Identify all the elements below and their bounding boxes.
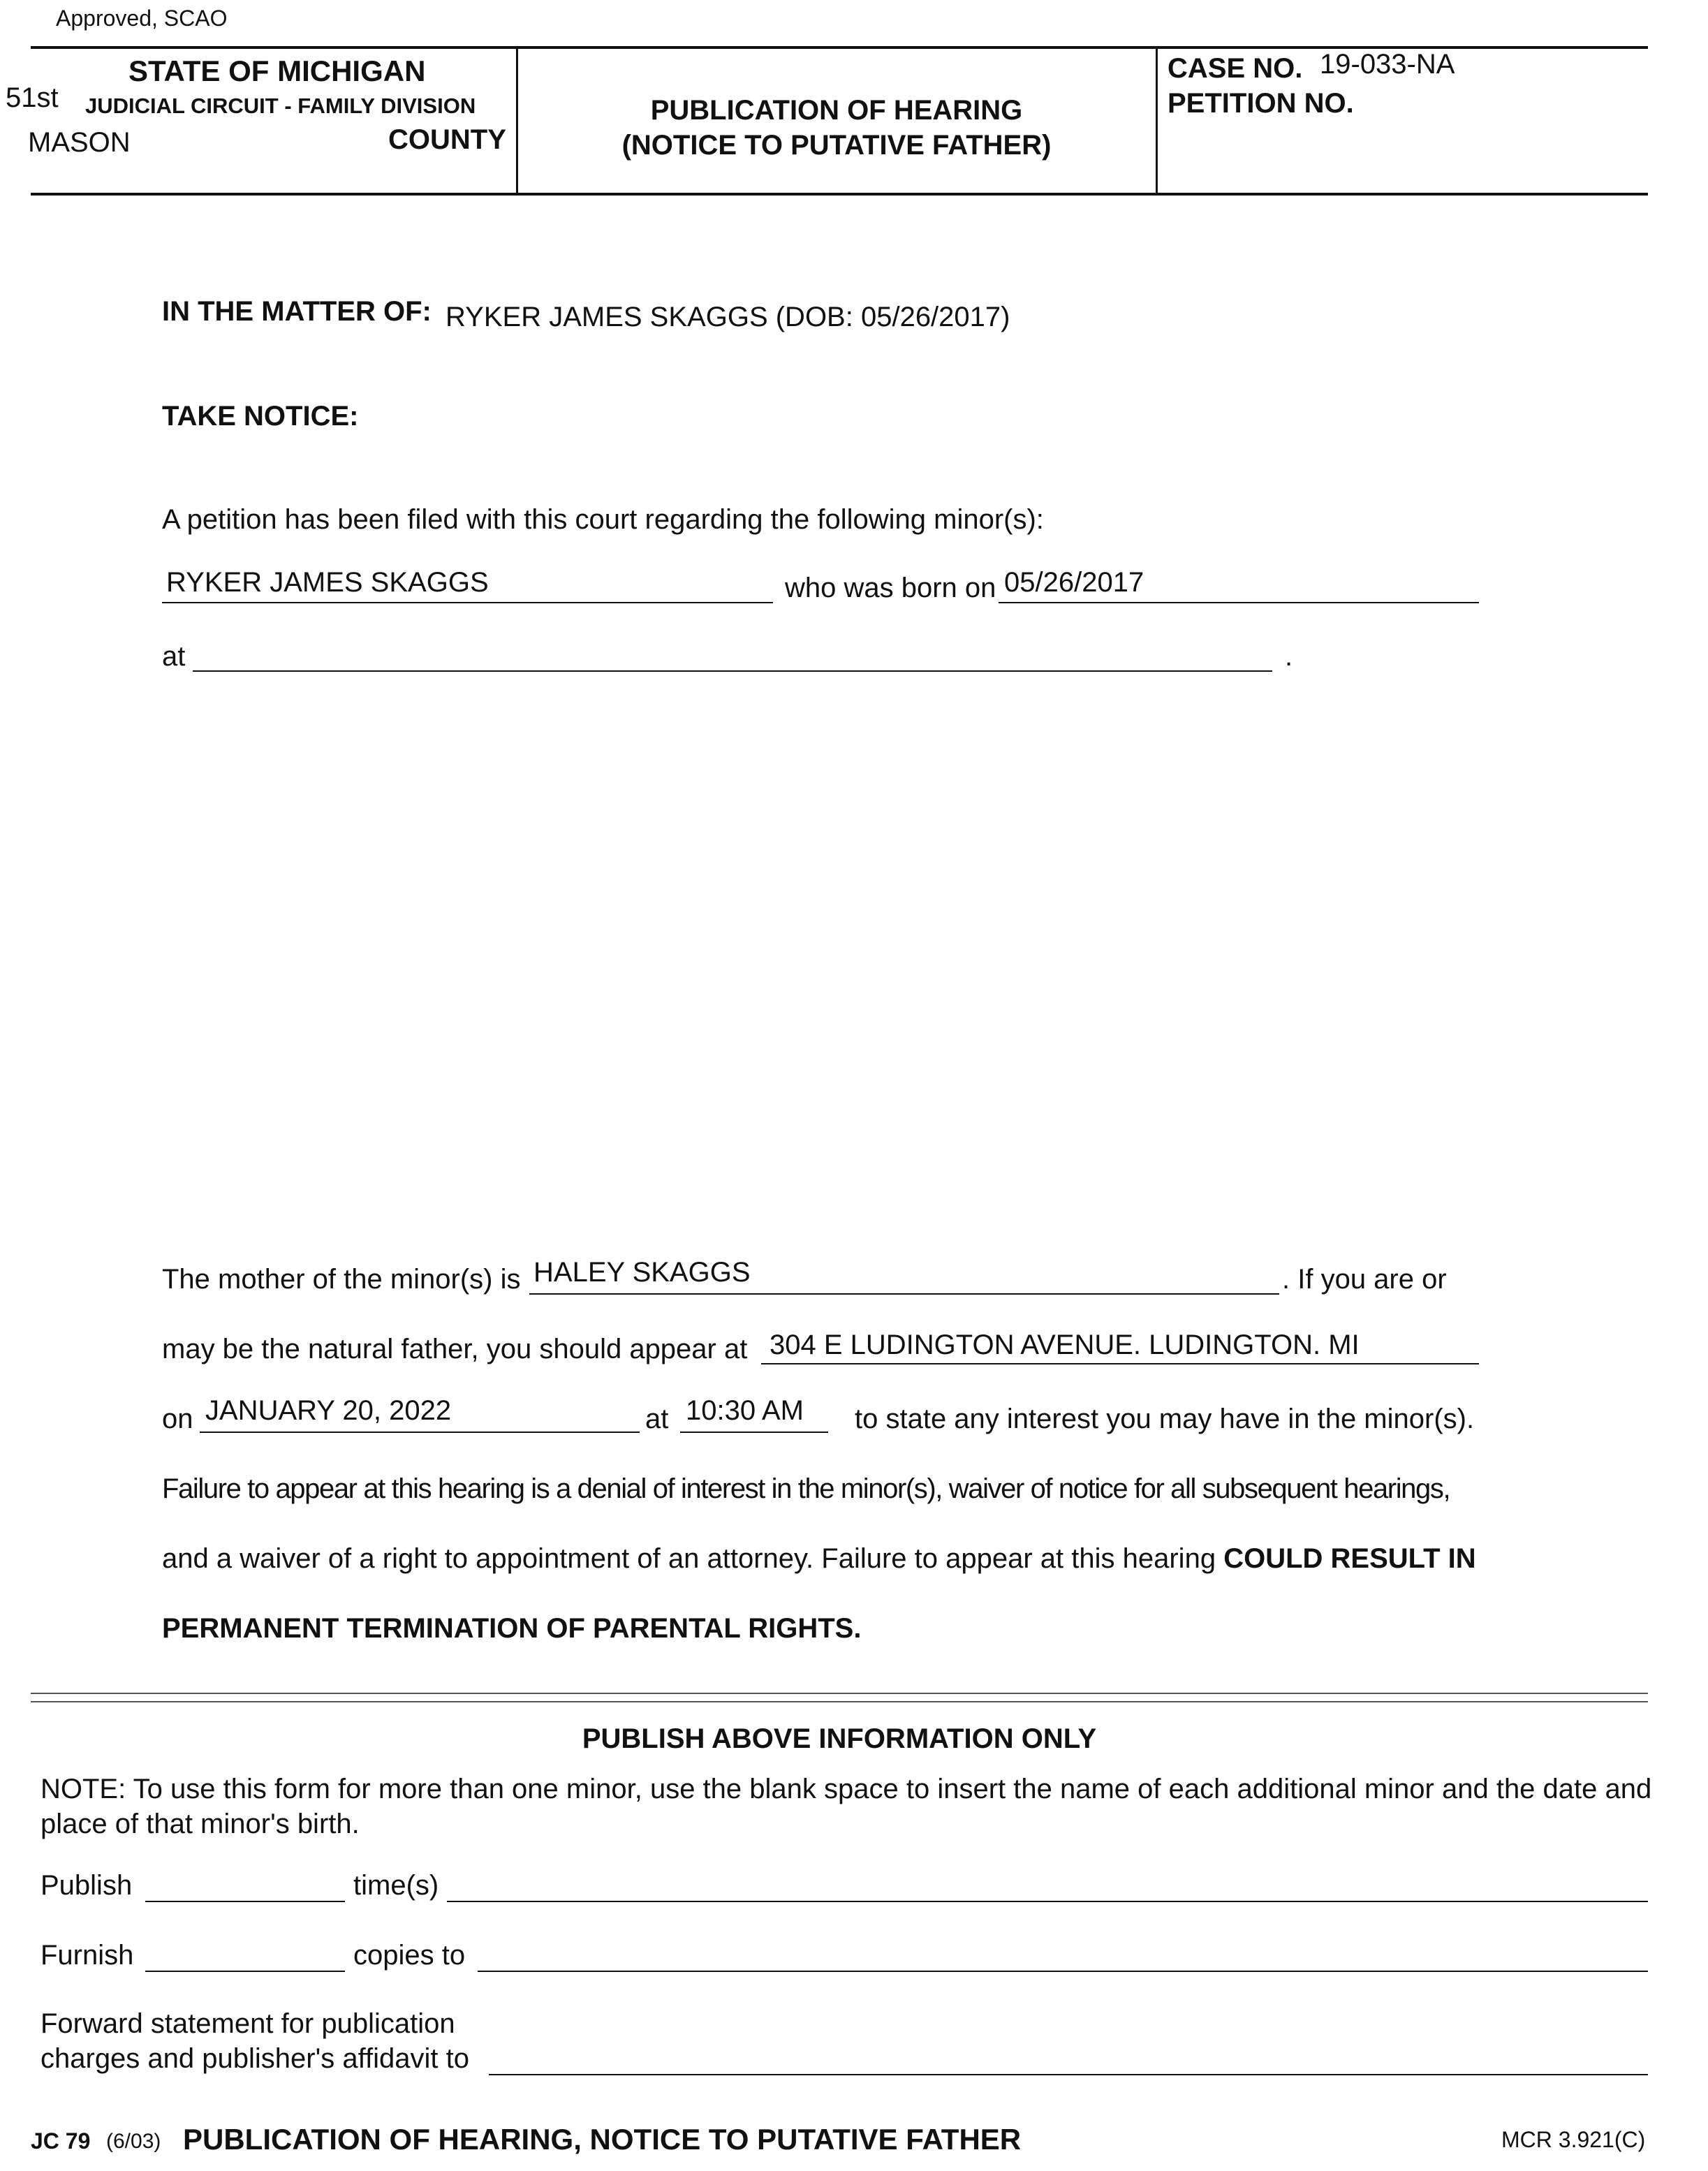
failure-line1: Failure to appear at this hearing is a denial of interest in the minor(s), waiver of notice for all subsequent hearings, (162, 1473, 1450, 1504)
interest-text: to state any interest you may have in the minor(s). (855, 1404, 1475, 1434)
separator-rule-2 (31, 1701, 1648, 1702)
forward-line (489, 2045, 1648, 2075)
header-divider-right (1156, 47, 1158, 194)
circuit-number: 51st (6, 82, 59, 113)
case-no-label: CASE NO. (1168, 53, 1303, 84)
birthplace-line (193, 641, 1272, 672)
minor-name-field: RYKER JAMES SKAGGS (166, 567, 489, 598)
if-you-are-text: . If you are or (1282, 1264, 1447, 1295)
county-name: MASON (28, 127, 131, 158)
times-line (447, 1871, 1648, 1902)
forward-line1: Forward statement for publication (41, 2008, 455, 2039)
failure-bold-text: COULD RESULT IN (1223, 1543, 1476, 1574)
birth-date-field: 05/26/2017 (1004, 567, 1144, 598)
separator-rule-1 (31, 1693, 1648, 1694)
hearing-time-field: 10:30 AM (686, 1395, 804, 1426)
furnish-count-line (145, 1941, 345, 1972)
failure-line2-text: and a waiver of a right to appointment of an attorney. Failure to appear at this hearing (162, 1543, 1216, 1574)
note-line1: NOTE: To use this form for more than one minor, use the blank space to insert the name of each additional minor and the date and (41, 1774, 1652, 1804)
circuit-label: JUDICIAL CIRCUIT - FAMILY DIVISION (85, 94, 476, 118)
form-code: JC 79 (31, 2128, 91, 2154)
hearing-at-label: at (645, 1404, 669, 1434)
form-title-line1: PUBLICATION OF HEARING (650, 95, 1023, 126)
header-bottom-rule (31, 193, 1648, 196)
mother-name-field: HALEY SKAGGS (533, 1257, 751, 1288)
father-text: may be the natural father, you should appear at (162, 1334, 748, 1364)
birthplace-period: . (1285, 641, 1293, 672)
furnish-label: Furnish (41, 1940, 134, 1971)
hearing-date-field: JANUARY 20, 2022 (205, 1395, 452, 1426)
times-label: time(s) (353, 1870, 439, 1901)
publish-above-heading: PUBLISH ABOVE INFORMATION ONLY (582, 1723, 1097, 1754)
matter-value: RYKER JAMES SKAGGS (DOB: 05/26/2017) (446, 302, 1010, 332)
birthplace-at-label: at (162, 641, 186, 672)
failure-line2 (162, 1543, 1476, 1575)
form-date: (6/03) (106, 2130, 161, 2153)
take-notice-label: TAKE NOTICE: (162, 401, 359, 432)
petition-text: A petition has been filed with this court regarding the following minor(s): (162, 504, 1044, 535)
state-title: STATE OF MICHIGAN (128, 54, 426, 87)
born-label: who was born on (785, 573, 996, 603)
matter-label: IN THE MATTER OF: (162, 296, 432, 327)
case-no-value: 19-033-NA (1320, 49, 1455, 80)
copies-line (478, 1941, 1648, 1972)
publish-count-line (145, 1871, 345, 1902)
location-field: 304 E LUDINGTON AVENUE. LUDINGTON. MI (770, 1330, 1360, 1360)
hearing-on-label: on (162, 1404, 193, 1434)
rule-reference: MCR 3.921(C) (1501, 2127, 1646, 2152)
forward-line2: charges and publisher's affidavit to (41, 2043, 469, 2074)
approved-label: Approved, SCAO (56, 6, 228, 31)
termination-warning: PERMANENT TERMINATION OF PARENTAL RIGHTS. (162, 1613, 862, 1644)
form-footer-title: PUBLICATION OF HEARING, NOTICE TO PUTATIVE FATHER (183, 2123, 1022, 2156)
note-line2: place of that minor's birth. (41, 1809, 360, 1839)
publish-label: Publish (41, 1870, 133, 1901)
copies-label: copies to (353, 1940, 466, 1971)
county-label: COUNTY (388, 124, 506, 155)
mother-label: The mother of the minor(s) is (162, 1264, 521, 1295)
form-title-line2: (NOTICE TO PUTATIVE FATHER) (621, 130, 1052, 161)
petition-no-label: PETITION NO. (1168, 88, 1354, 119)
